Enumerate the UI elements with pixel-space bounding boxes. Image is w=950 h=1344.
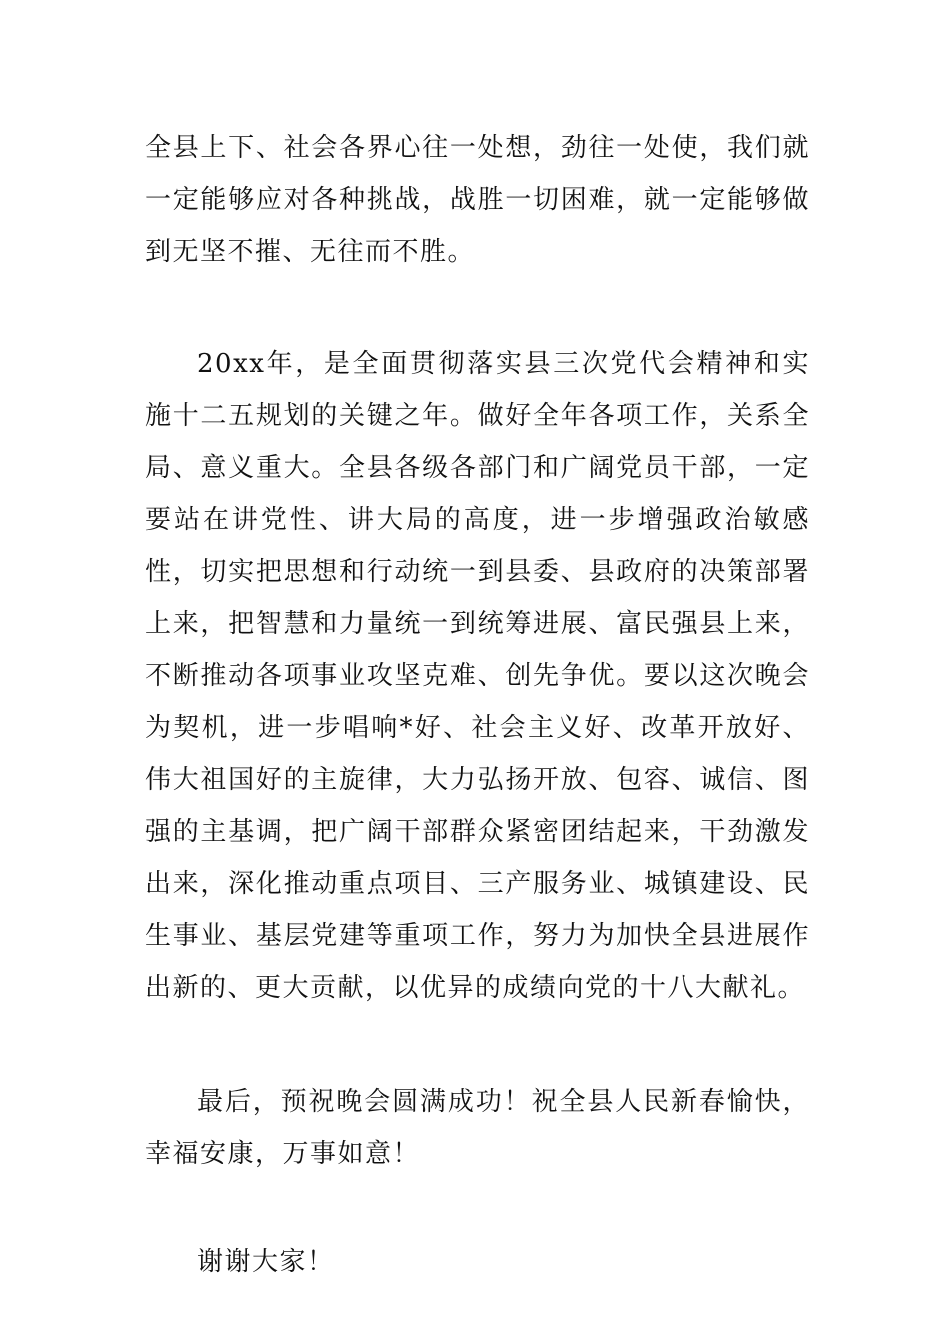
paragraph-thanks: 谢谢大家！: [197, 1247, 335, 1277]
paragraph-closing-wishes: 最后，预祝晚会圆满成功！祝全县人民新春愉快，幸福安康，万事如意！: [145, 1087, 810, 1169]
paragraph-continuation: 全县上下、社会各界心往一处想，劲往一处使，我们就一定能够应对各种挑战，战胜一切困难，就一定能够做到无坚不摧、无往而不胜。: [145, 133, 810, 267]
paragraph-annual-work: 20xx年，是全面贯彻落实县三次党代会精神和实施十二五规划的关键之年。做好全年各项工作，关系全局、意义重大。全县各级各部门和广阔党员干部，一定要站在讲党性、讲大局的高度，进一步增强政治敏感性，切实把思想和行动统一到县委、县政府的决策部署上来，把智慧和力量统一到统筹进展、富民强县上来，不断推动各项事业攻坚克难、创先争优。要以这次晚会为契机，进一步唱响*好、社会主义好、改革开放好、伟大祖国好的主旋律，大力弘扬开放、包容、诚信、图强的主基调，把广阔干部群众紧密团结起来，干劲激发出来，深化推动重点项目、三产服务业、城镇建设、民生事业、基层党建等重项工作，努力为加快全县进展作出新的、更大贡献，以优异的成绩向党的十八大献礼。: [145, 349, 810, 1003]
document-body: [145, 122, 810, 1288]
